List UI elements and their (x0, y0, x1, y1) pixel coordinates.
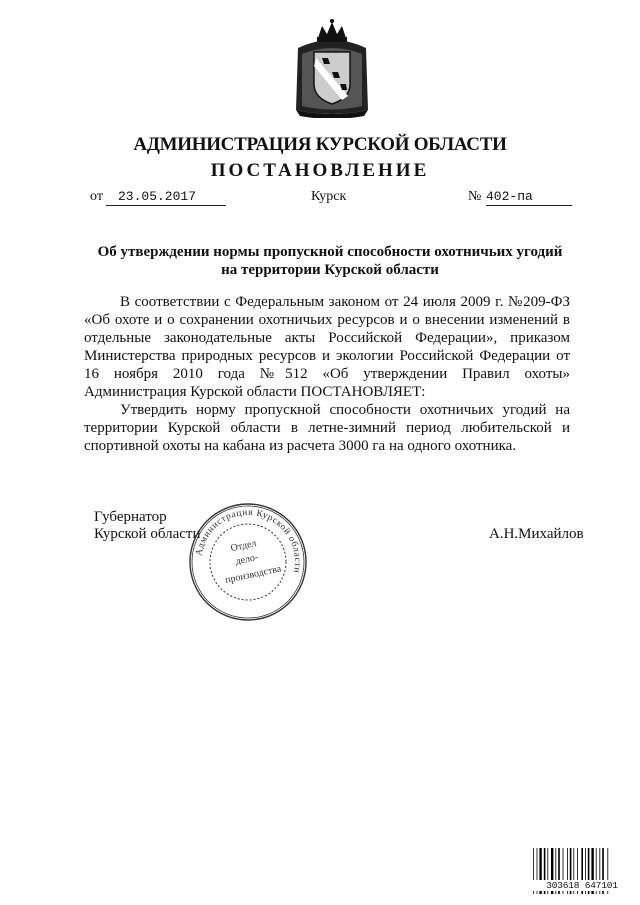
stamp-center-line-1: Отдел (229, 537, 258, 555)
stamp-ring-text: Администрация Курской области (194, 507, 303, 574)
number-prefix: № (468, 189, 482, 204)
official-stamp-icon (186, 500, 310, 624)
position-line-1: Губернатор (94, 509, 167, 525)
organization-title: АДМИНИСТРАЦИЯ КУРСКОЙ ОБЛАСТИ (133, 134, 507, 155)
subject-line-1: Об утверждении нормы пропускной способности охотничьих угодий (97, 244, 563, 260)
document-number: 402-па (486, 189, 572, 206)
document-type: ПОСТАНОВЛЕНИЕ (210, 160, 430, 181)
body-paragraph-1: В соответствии с Федеральным законом от 24 июля 2009 г. №209-ФЗ «Об охоте и о сохранении охотничьих ресурсов и о внесении изменений в отдельные законодательные акты Российской Федерации», приказом Министерства природных ресурсов и экологии Российской Федерации от 16 ноября 2010 года №512 «Об утверждении Правил охоты» Администрация Курской области ПОСТАНОВЛЯЕТ: (84, 294, 570, 400)
body-paragraph-2: Утвердить норму пропускной способности охотничьих угодий на территории Курской области в летне-зимний период любительской и спортивной охоты на кабана из расчета 3000 га на одного охотника. (84, 402, 570, 454)
document-body (84, 293, 570, 455)
stamp-center-line-3: производства (224, 563, 283, 586)
signatory-name: А.Н.Михайлов (489, 526, 584, 542)
stamp-center-line-2: дело- (234, 551, 260, 568)
document-date: 23.05.2017 (106, 189, 226, 206)
subject-line-2: на территории Курской области (221, 262, 439, 278)
signatory-position (94, 509, 200, 543)
date-prefix: от (90, 189, 103, 204)
barcode-number: 303618 647101 (532, 880, 632, 891)
document-subject (70, 243, 590, 279)
position-line-2: Курской области (94, 526, 201, 542)
document-city: Курск (311, 189, 347, 204)
coat-of-arms-icon (292, 18, 372, 118)
